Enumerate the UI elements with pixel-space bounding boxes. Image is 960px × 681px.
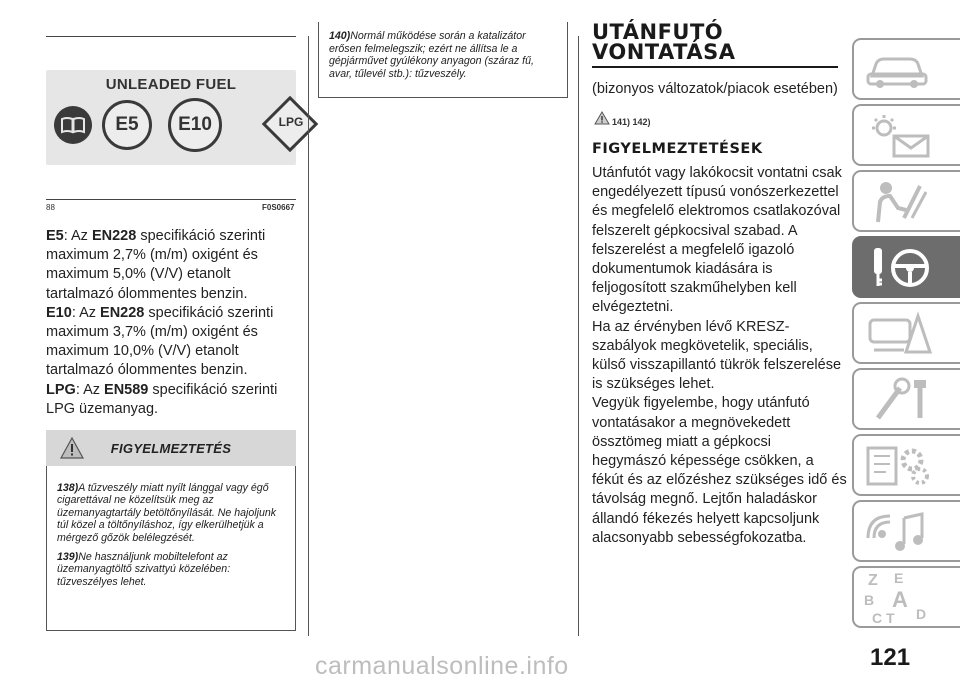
tab-maintenance[interactable] (852, 368, 960, 430)
index-letter: D (916, 606, 927, 622)
tab-technical-data[interactable] (852, 434, 960, 496)
safety-airbag-icon (864, 178, 934, 224)
spec-code: LPG (46, 381, 76, 398)
section-subtitle: (bizonyos változatok/piacok esetében) (592, 81, 838, 97)
spec-standard: EN589 (104, 381, 149, 398)
emergency-road-icon (864, 310, 934, 356)
key-steering-wheel-icon (864, 244, 934, 290)
car-icon (864, 46, 934, 92)
sub-heading: FIGYELMEZTETÉSEK (592, 141, 763, 157)
warning-box-title: FIGYELMEZTETÉS (110, 441, 232, 456)
warning-item-num: 138) (57, 482, 79, 494)
tab-index[interactable] (852, 566, 960, 628)
e10-badge: E10 (168, 98, 222, 152)
spec-text-a: : Az (63, 228, 92, 244)
warning-item-text: Ne használjunk mobiltelefont az üzemanyagtöltő szivattyú közelében: tűzveszélyes lehet. (57, 551, 231, 588)
warning-lights-icon (864, 112, 934, 158)
index-letter: B (864, 592, 875, 608)
towing-body-text (592, 164, 848, 548)
column-divider (578, 36, 579, 636)
warning-item-num: 139) (57, 551, 79, 564)
warning-item-text: A tűzveszély miatt nyílt lánggal vagy égő cigarettával ne közelítsük meg az üzemanyagtartály betöltőnyílását. Ne hajoljunk túl közel a töltőnyíláshoz, így elkerülhetjük a mérgező gőzök belélegzését. (57, 482, 277, 544)
tab-car[interactable] (852, 38, 960, 100)
figure-top-rule (46, 36, 296, 37)
spec-e5 (46, 227, 298, 304)
page-number: 121 (870, 644, 911, 671)
spec-text-b: specifikáció szerinti LPG üzemanyag. (46, 381, 278, 417)
warning-item-140 (329, 30, 557, 80)
figure-code: F0S0667 (262, 203, 295, 212)
spec-lpg (46, 381, 298, 419)
warning-item-138 (57, 482, 285, 544)
multimedia-icon (864, 508, 934, 554)
tab-warning-lights[interactable] (852, 104, 960, 166)
warning-box-body (46, 466, 296, 631)
index-letter: T (886, 610, 895, 626)
index-letter: C (872, 610, 883, 626)
tab-multimedia[interactable] (852, 500, 960, 562)
warning-box-continued (318, 22, 568, 98)
fuel-spec-text (46, 227, 298, 419)
spec-standard: EN228 (100, 304, 145, 321)
body-paragraph: Utánfutót vagy lakókocsit vontatni csak engedélyezett típusú vonószerkezettel és megfelelő elektromos csatlakozóval felszerelt gépkocsival szabad. A felszerelést a megfelelő igazoló dokumentumok kiadására is feljogosított szakműhelyben kell elvégeztetni. (592, 165, 842, 316)
fuel-label-image (46, 70, 304, 165)
index-letters-icon (864, 569, 944, 625)
manual-book-icon (54, 106, 92, 144)
technical-data-gears-icon (864, 442, 934, 488)
spec-code: E10 (46, 304, 72, 321)
index-letter: E (894, 570, 904, 586)
watermark: carmanualsonline.info (315, 652, 569, 680)
fuel-label-heading: UNLEADED FUEL (105, 76, 237, 93)
section-title-line-2: VONTATÁSA (592, 40, 736, 64)
warning-item-139 (57, 551, 285, 588)
tab-starting-driving[interactable] (852, 236, 960, 298)
tab-emergency[interactable] (852, 302, 960, 364)
maintenance-tools-icon (864, 376, 934, 422)
spec-text-a: : Az (75, 381, 105, 398)
warning-triangle-icon (594, 111, 610, 125)
section-title-rule (592, 66, 838, 68)
index-letter: Z (868, 572, 878, 589)
figure-number: 88 (46, 203, 55, 212)
warning-references: 141) 142) (612, 117, 651, 127)
body-paragraph: Ha az érvényben lévő KRESZ-szabályok megkövetelik, speciális, külső visszapillantó tükrök felszerelése is szükséges lehet. (592, 318, 842, 393)
spec-standard: EN228 (91, 228, 137, 244)
warning-box-header (46, 430, 296, 466)
body-paragraph: Vegyük figyelembe, hogy utánfutó vontatásakor a megnövekedett össztömeg miatt a gépkocsi hegymászó képessége csökken, a fékút és az előzéshez szükséges idő és távolság megnő. Lejtőn haladáskor állandó fékezés helyett kapcsoljunk alacsonyabb sebességfokozatba. (592, 395, 847, 546)
section-title (592, 22, 842, 62)
tab-safety[interactable] (852, 170, 960, 232)
warning-item-text: Normál működése során a katalizátor erősen felmelegszik; ezért ne állítsa le a gépjárművet gyúlékony anyagon (száraz fű, avar, tűlevél stb.): tűzveszély. (329, 30, 534, 80)
spec-text-a: : Az (71, 304, 101, 321)
section-title-line-1: UTÁNFUTÓ (592, 20, 724, 44)
spec-text-b: specifikáció szerinti maximum 3,7% (m/m) oxigént és maximum 10,0% (V/V) etanolt tartalmazó ólommentes benzin. (46, 304, 274, 379)
spec-text-b: specifikáció szerinti maximum 2,7% (m/m) oxigént és maximum 5,0% (V/V) etanolt tartalmazó ólommentes benzin. (46, 228, 266, 302)
index-letter: A (892, 587, 908, 612)
spec-code: E5 (46, 228, 64, 244)
figure-bottom-rule (46, 199, 296, 200)
warning-item-num: 140) (329, 30, 351, 42)
lpg-badge: LPG (278, 115, 304, 129)
spec-e10 (46, 304, 298, 381)
e5-badge: E5 (102, 100, 152, 150)
column-divider (308, 36, 309, 636)
